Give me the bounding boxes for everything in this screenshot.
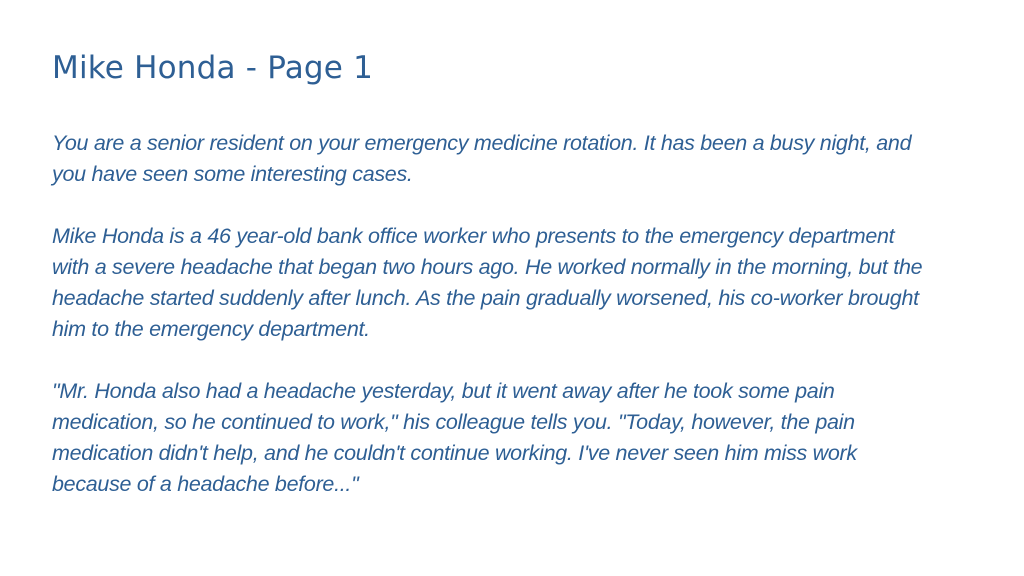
slide-title: Mike Honda - Page 1	[52, 50, 374, 86]
paragraph-intro: You are a senior resident on your emergency medicine rotation. It has been a busy night, and you have seen some interesting cases.	[52, 131, 912, 186]
slide-body	[52, 128, 952, 531]
paragraph-colleague-quote: "Mr. Honda also had a headache yesterday, but it went away after he took some pain medication, so he continued to work," his colleague tells you. "Today, however, the pain medication didn't help, and he couldn't continue working. I've never seen him miss work because of a headache before..."	[52, 379, 857, 496]
paragraph-presentation: Mike Honda is a 46 year-old bank office worker who presents to the emergency department with a severe headache that began two hours ago. He worked normally in the morning, but the headache started suddenly after lunch. As the pain gradually worsened, his co-worker brought him to the emergency department.	[52, 224, 923, 341]
